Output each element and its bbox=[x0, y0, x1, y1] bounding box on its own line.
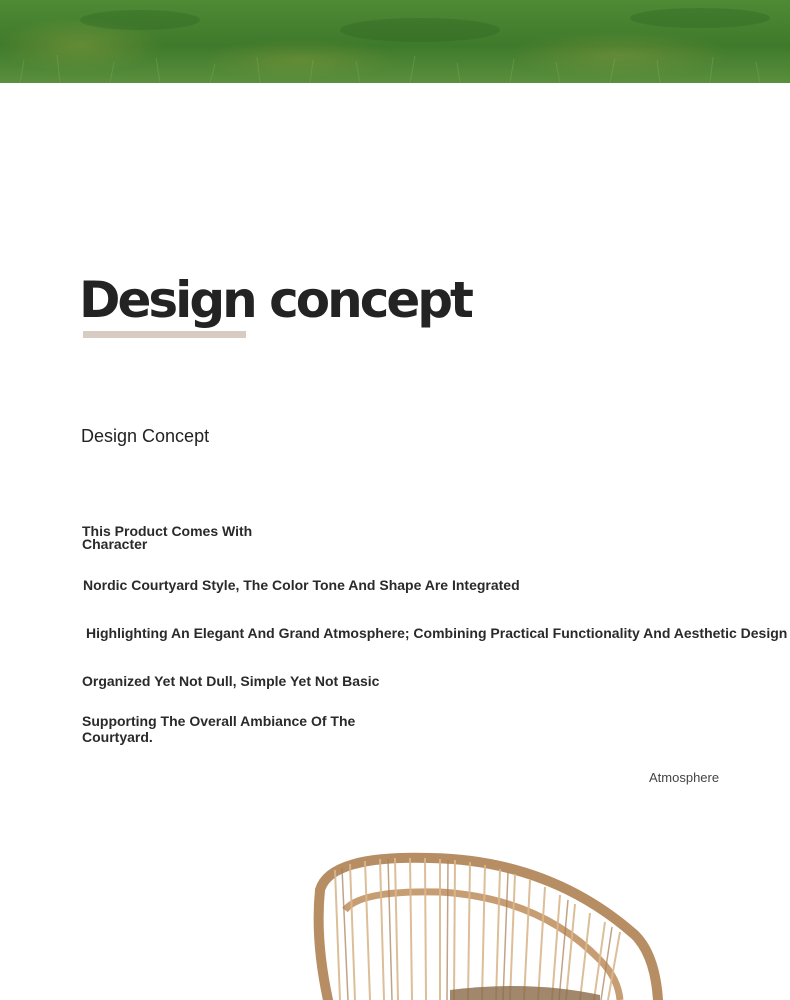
atmosphere-label: Atmosphere bbox=[649, 770, 720, 785]
concept-line-4: Organized Yet Not Dull, Simple Yet Not Basic bbox=[82, 673, 380, 689]
title-underline bbox=[83, 331, 246, 338]
section-subheading: Design Concept bbox=[81, 426, 210, 446]
page-title: Design concept bbox=[79, 271, 471, 329]
concept-line-3: Highlighting An Elegant And Grand Atmosphere; Combining Practical Functionality And Aesthetic Design bbox=[86, 625, 788, 641]
rattan-chair-image bbox=[300, 850, 680, 1000]
concept-line-5: Supporting The Overall Ambiance Of The Courtyard. bbox=[82, 713, 356, 745]
grass-texture bbox=[0, 0, 790, 83]
grass-banner-image bbox=[0, 0, 790, 83]
concept-line-1: This Product Comes With Character bbox=[82, 523, 253, 552]
concept-line-2: Nordic Courtyard Style, The Color Tone And Shape Are Integrated bbox=[83, 577, 520, 593]
